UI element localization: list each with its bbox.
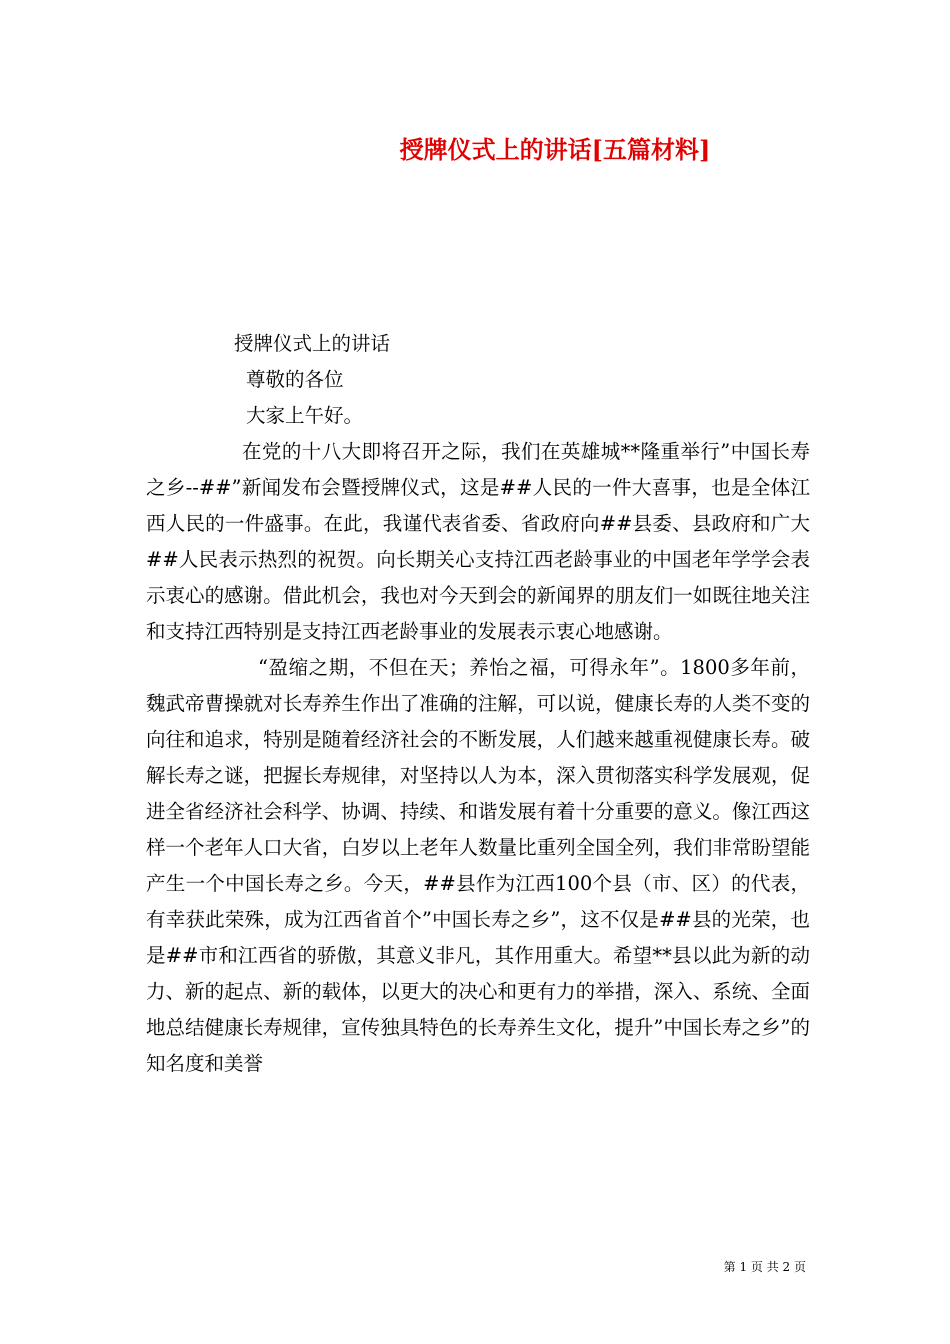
paragraph-2: “盈缩之期，不但在天；养怡之福，可得永年”。1800多年前，魏武帝曹操就对长寿养生作出了准确的注解，可以说，健康长寿的人类不变的向往和追求，特别是随着经济社会的不断发展，人们越来越重视健康长寿。破解长寿之谜，把握长寿规律，对坚持以人为本，深入贯彻落实科学发展观，促进全省经济社会科学、协调、持续、和谐发展有着十分重要的意义。像江西这样一个老年人口大省，白岁以上老年人数量比重列全国全列，我们非常盼望能产生一个中国长寿之乡。今天，##县作为江西100个县（市、区）的代表，有幸获此荣殊，成为江西省首个”中国长寿之乡”，这不仅是##县的光荣，也是##市和江西省的骄傲，其意义非凡，其作用重大。希望**县以此为新的动力、新的起点、新的载体，以更大的决心和更有力的举措，深入、系统、全面地总结健康长寿规律，宣传独具特色的长寿养生文化，提升”中国长寿之乡”的知名度和美誉: [146, 656, 810, 1075]
salutation-line-1: 尊敬的各位: [246, 368, 344, 391]
document-body: [146, 326, 810, 1082]
paragraph-1: 在党的十八大即将召开之际，我们在英雄城**隆重举行”中国长寿之乡--##”新闻发布会暨授牌仪式，这是##人民的一件大喜事，也是全体江西人民的一件盛事。在此，我谨代表省委、省政府向##县委、县政府和广大##人民表示热烈的祝贺。向长期关心支持江西老龄事业的中国老年学学会表示衷心的感谢。借此机会，我也对今天到会的新闻界的朋友们一如既往地关注和支持江西特别是支持江西老龄事业的发展表示衷心地感谢。: [146, 440, 810, 643]
speech-subtitle: 授牌仪式上的讲话: [234, 332, 391, 355]
page-number: 第 1 页 共 2 页: [723, 1260, 806, 1274]
document-title: 授牌仪式上的讲话[五篇材料]: [399, 135, 711, 164]
salutation-line-2: 大家上午好。: [246, 404, 364, 427]
